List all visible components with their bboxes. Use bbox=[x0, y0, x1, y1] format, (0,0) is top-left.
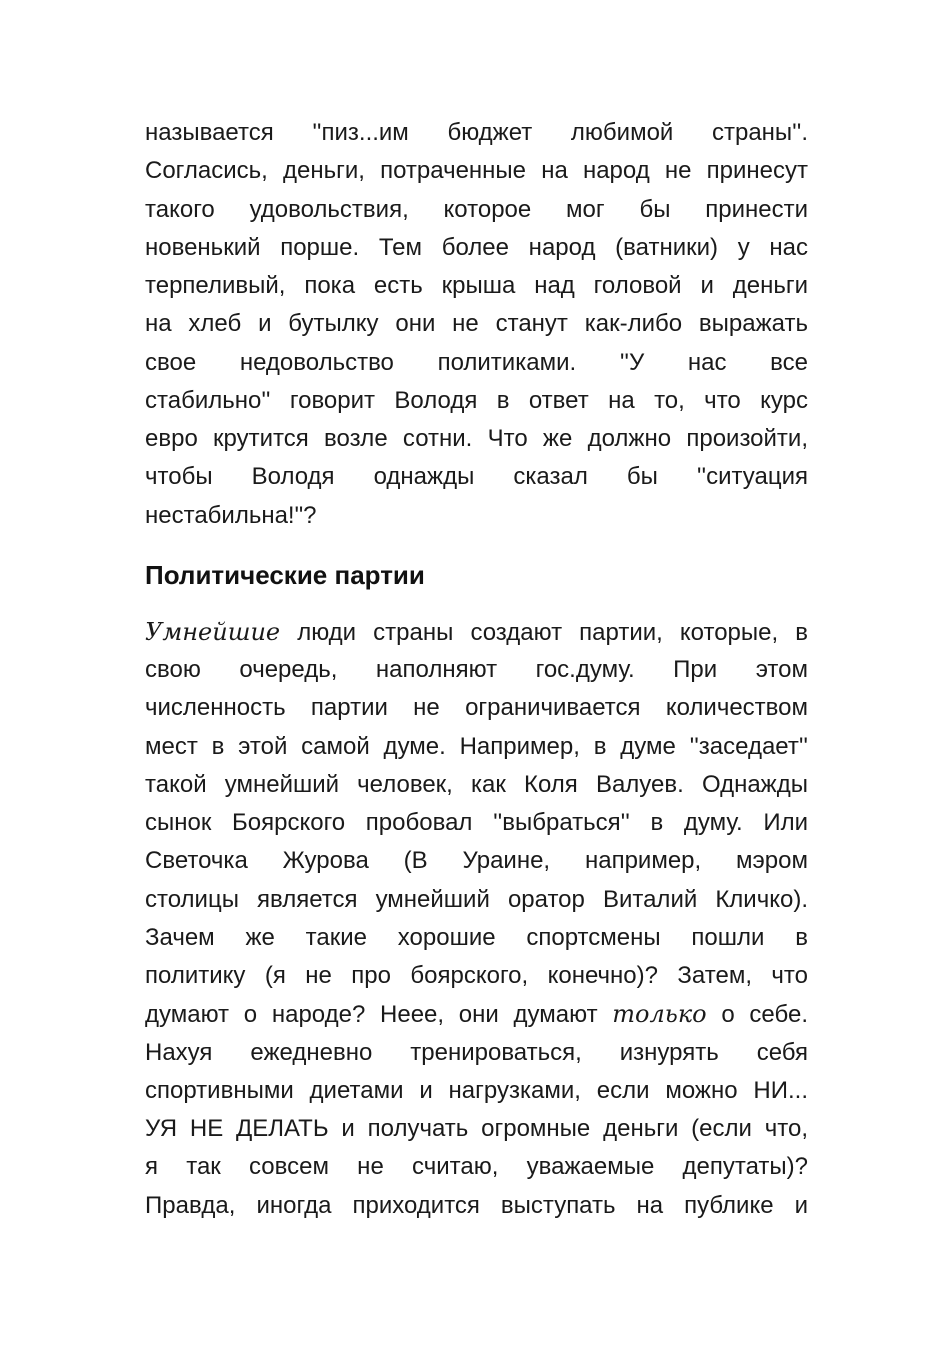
text-line: политику (я не про боярского, конечно)? Затем, что bbox=[145, 962, 808, 989]
text-line: называется ''пиз...им бюджет любимой страны''. bbox=[145, 119, 808, 146]
text-line: Зачем же такие хорошие спортсмены пошли в bbox=[145, 923, 808, 951]
section-heading: Политические партии bbox=[145, 559, 425, 590]
text-line: мест в этой самой думе. Например, в думе ''заседает'' bbox=[145, 732, 808, 760]
text-line: евро крутится возле сотни. Что же должно произойти, bbox=[145, 425, 808, 452]
text-line: Нахуя ежедневно тренироваться, изнурять себя bbox=[145, 1038, 808, 1066]
emphasized-word: только bbox=[612, 1000, 707, 1029]
text-line: терпеливый, пока есть крыша над головой и деньги bbox=[145, 272, 808, 299]
paragraph-budget bbox=[145, 114, 808, 535]
text-line: численность партии не ограничивается количеством bbox=[145, 694, 808, 722]
text-fragment: о себе. bbox=[706, 1001, 808, 1029]
text-line: стабильно'' говорит Володя в ответ на то, что курс bbox=[145, 386, 808, 414]
text-line: сынок Боярского пробовал ''выбраться'' в думу. Или bbox=[145, 809, 808, 836]
text-line: свое недовольство политиками. ''У нас все bbox=[145, 348, 808, 376]
text-line: чтобы Володя однажды сказал бы ''ситуация bbox=[145, 463, 808, 491]
text-line bbox=[145, 613, 808, 651]
text-line: я так совсем не считаю, уважаемые депутаты)? bbox=[145, 1153, 808, 1181]
text-line: такого удовольствия, которое мог бы принести bbox=[145, 195, 808, 223]
text-line: Светочка Журова (В Ураине, например, мэром bbox=[145, 847, 808, 875]
text-line: УЯ НЕ ДЕЛАТЬ и получать огромные деньги (если что, bbox=[145, 1115, 808, 1142]
paragraph-parties bbox=[145, 613, 808, 1225]
text-fragment: думают о народе? Неее, они думают bbox=[145, 1001, 613, 1029]
text-fragment: люди страны создают партии, которые, в bbox=[280, 618, 808, 646]
text-line bbox=[145, 995, 808, 1033]
text-line: такой умнейший человек, как Коля Валуев. Однажды bbox=[145, 770, 808, 798]
emphasized-word: Умнейшие bbox=[145, 617, 281, 646]
text-line: на хлеб и бутылку они не станут как-либо выражать bbox=[145, 310, 808, 338]
text-line: новенький порше. Тем более народ (ватники) у нас bbox=[145, 233, 808, 261]
text-line: спортивными диетами и нагрузками, если можно НИ... bbox=[145, 1076, 808, 1104]
text-line: столицы является умнейший оратор Виталий Кличко). bbox=[145, 885, 808, 913]
text-line: Согласись, деньги, потраченные на народ не принесут bbox=[145, 157, 808, 185]
text-line: Правда, иногда приходится выступать на публике и bbox=[145, 1191, 808, 1219]
document-page bbox=[145, 114, 808, 1225]
text-line: нестабильна!"? bbox=[145, 501, 317, 529]
text-line: свою очередь, наполняют гос.думу. При этом bbox=[145, 656, 808, 683]
